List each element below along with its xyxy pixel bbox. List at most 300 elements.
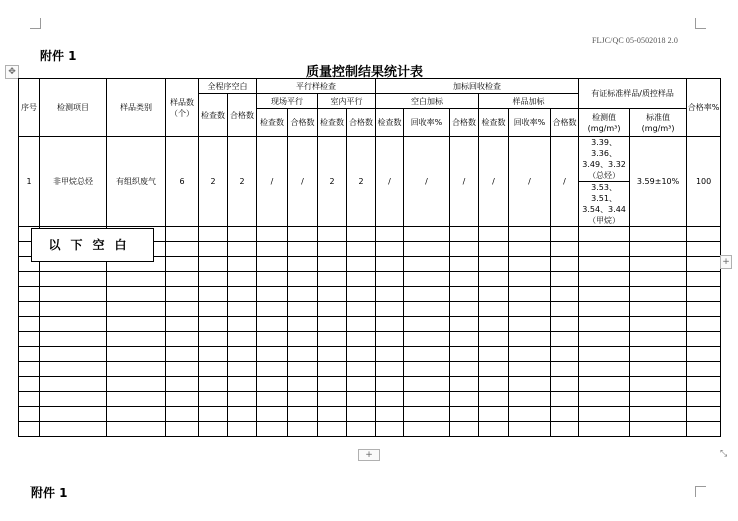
empty-cell (40, 347, 107, 362)
empty-cell (376, 347, 404, 362)
empty-cell (579, 407, 630, 422)
empty-table-row (19, 392, 721, 407)
empty-cell (630, 227, 687, 242)
empty-cell (199, 407, 228, 422)
empty-cell (509, 362, 551, 377)
empty-cell (630, 257, 687, 272)
empty-cell (347, 407, 376, 422)
empty-cell (347, 257, 376, 272)
empty-table-row (19, 287, 721, 302)
empty-cell (579, 302, 630, 317)
empty-cell (479, 392, 509, 407)
empty-cell (257, 347, 288, 362)
empty-cell (199, 287, 228, 302)
empty-cell (404, 422, 450, 437)
empty-cell (228, 317, 257, 332)
cell-field-pass: / (288, 137, 318, 227)
empty-cell (404, 407, 450, 422)
empty-cell (630, 287, 687, 302)
empty-cell (228, 302, 257, 317)
empty-cell (347, 422, 376, 437)
header-pass-rate: 合格率% (687, 79, 721, 137)
empty-cell (166, 347, 199, 362)
cell-ss-recovery: / (509, 137, 551, 227)
cell-bs-check: / (376, 137, 404, 227)
empty-cell (166, 272, 199, 287)
table-move-handle-icon[interactable]: ✥ (5, 65, 19, 79)
empty-cell (107, 377, 166, 392)
empty-cell (450, 392, 479, 407)
empty-cell (479, 302, 509, 317)
empty-cell (19, 287, 40, 302)
empty-cell (687, 227, 721, 242)
empty-cell (509, 347, 551, 362)
empty-cell (509, 272, 551, 287)
empty-cell (479, 332, 509, 347)
cell-seq: 1 (19, 137, 40, 227)
empty-cell (228, 392, 257, 407)
empty-cell (404, 272, 450, 287)
empty-cell (166, 362, 199, 377)
cell-ss-pass: / (551, 137, 579, 227)
empty-cell (579, 347, 630, 362)
empty-cell (630, 332, 687, 347)
header-ss-pass: 合格数 (551, 109, 579, 137)
empty-cell (257, 302, 288, 317)
empty-cell (288, 347, 318, 362)
annex-label-bottom: 附件 1 (31, 486, 68, 500)
empty-cell (318, 272, 347, 287)
empty-cell (228, 257, 257, 272)
empty-cell (318, 317, 347, 332)
empty-cell (40, 302, 107, 317)
empty-cell (257, 287, 288, 302)
empty-cell (347, 377, 376, 392)
empty-cell (347, 302, 376, 317)
empty-cell (228, 407, 257, 422)
header-sample-type: 样品类别 (107, 79, 166, 137)
cell-measured-total-hydrocarbons: 3.39、3.36、3.49、3.32（总烃） (579, 137, 630, 182)
empty-cell (288, 272, 318, 287)
empty-cell (687, 272, 721, 287)
empty-cell (166, 317, 199, 332)
empty-cell (166, 332, 199, 347)
empty-cell (509, 227, 551, 242)
empty-table-row (19, 407, 721, 422)
empty-cell (630, 272, 687, 287)
empty-cell (630, 302, 687, 317)
page-corner-mark (695, 18, 706, 29)
empty-cell (257, 407, 288, 422)
empty-cell (257, 317, 288, 332)
empty-cell (579, 242, 630, 257)
empty-cell (199, 272, 228, 287)
empty-table-row (19, 377, 721, 392)
empty-cell (479, 407, 509, 422)
empty-cell (228, 332, 257, 347)
empty-table-row (19, 347, 721, 362)
header-sample-spike: 样品加标 (479, 94, 579, 109)
header-sample-count: 样品数（个） (166, 79, 199, 137)
empty-cell (509, 332, 551, 347)
cell-blank-check: 2 (199, 137, 228, 227)
empty-cell (630, 377, 687, 392)
empty-cell (551, 257, 579, 272)
empty-cell (551, 272, 579, 287)
empty-table-row (19, 332, 721, 347)
empty-cell (347, 347, 376, 362)
empty-cell (404, 287, 450, 302)
empty-cell (376, 242, 404, 257)
empty-cell (579, 317, 630, 332)
empty-cell (257, 332, 288, 347)
header-field-parallel: 现场平行 (257, 94, 318, 109)
empty-cell (199, 362, 228, 377)
table-title: 质量控制结果统计表 (306, 65, 424, 80)
empty-cell (288, 392, 318, 407)
empty-cell (40, 362, 107, 377)
empty-cell (257, 272, 288, 287)
empty-cell (257, 392, 288, 407)
table-row (19, 137, 721, 182)
empty-table-row (19, 362, 721, 377)
empty-cell (107, 287, 166, 302)
empty-cell (450, 302, 479, 317)
empty-cell (107, 332, 166, 347)
empty-cell (288, 422, 318, 437)
empty-cell (450, 347, 479, 362)
cell-pass-rate: 100 (687, 137, 721, 227)
page-corner-mark (695, 486, 706, 497)
empty-table-row (19, 317, 721, 332)
empty-cell (288, 332, 318, 347)
blank-below-note: 以下空白 (31, 228, 154, 262)
empty-cell (376, 362, 404, 377)
header-lab-parallel: 室内平行 (318, 94, 376, 109)
empty-cell (257, 362, 288, 377)
empty-cell (404, 377, 450, 392)
empty-cell (257, 422, 288, 437)
empty-cell (579, 227, 630, 242)
empty-cell (376, 407, 404, 422)
empty-cell (551, 407, 579, 422)
empty-cell (551, 317, 579, 332)
empty-cell (318, 242, 347, 257)
empty-cell (450, 227, 479, 242)
cell-bs-recovery: / (404, 137, 450, 227)
empty-cell (376, 392, 404, 407)
empty-cell (40, 377, 107, 392)
empty-cell (687, 302, 721, 317)
empty-cell (450, 362, 479, 377)
empty-cell (630, 392, 687, 407)
empty-cell (347, 392, 376, 407)
empty-cell (687, 347, 721, 362)
empty-cell (347, 362, 376, 377)
empty-cell (687, 242, 721, 257)
empty-cell (404, 317, 450, 332)
empty-cell (19, 302, 40, 317)
empty-cell (288, 242, 318, 257)
empty-cell (450, 257, 479, 272)
empty-cell (228, 362, 257, 377)
empty-cell (288, 287, 318, 302)
empty-cell (509, 242, 551, 257)
empty-cell (687, 392, 721, 407)
table-resize-icon[interactable]: ⤡ (720, 449, 728, 459)
empty-cell (579, 362, 630, 377)
empty-cell (551, 392, 579, 407)
empty-cell (288, 317, 318, 332)
empty-cell (166, 257, 199, 272)
empty-cell (509, 317, 551, 332)
empty-cell (376, 287, 404, 302)
empty-cell (630, 422, 687, 437)
header-bs-pass: 合格数 (450, 109, 479, 137)
empty-cell (450, 272, 479, 287)
empty-cell (228, 377, 257, 392)
empty-cell (479, 422, 509, 437)
header-item: 检测项目 (40, 79, 107, 137)
empty-cell (318, 227, 347, 242)
empty-cell (288, 302, 318, 317)
empty-cell (551, 377, 579, 392)
empty-cell (579, 272, 630, 287)
empty-cell (630, 362, 687, 377)
empty-cell (404, 392, 450, 407)
empty-cell (107, 362, 166, 377)
empty-cell (166, 227, 199, 242)
empty-cell (107, 317, 166, 332)
empty-cell (257, 257, 288, 272)
empty-cell (199, 317, 228, 332)
empty-cell (199, 422, 228, 437)
empty-cell (450, 422, 479, 437)
header-field-pass: 合格数 (288, 109, 318, 137)
empty-cell (579, 377, 630, 392)
empty-cell (19, 272, 40, 287)
empty-cell (288, 377, 318, 392)
add-column-icon[interactable]: + (720, 255, 732, 269)
cell-bs-pass: / (450, 137, 479, 227)
empty-table-row (19, 302, 721, 317)
empty-cell (199, 227, 228, 242)
empty-cell (376, 272, 404, 287)
empty-cell (318, 347, 347, 362)
empty-cell (479, 257, 509, 272)
empty-cell (228, 347, 257, 362)
empty-cell (318, 302, 347, 317)
empty-cell (166, 377, 199, 392)
header-blank-spike: 空白加标 (376, 94, 479, 109)
header-full-blank: 全程序空白 (199, 79, 257, 94)
empty-cell (288, 227, 318, 242)
header-blank-pass: 合格数 (228, 94, 257, 137)
empty-cell (687, 377, 721, 392)
empty-cell (404, 302, 450, 317)
cell-ss-check: / (479, 137, 509, 227)
empty-cell (479, 227, 509, 242)
empty-cell (551, 287, 579, 302)
empty-cell (166, 392, 199, 407)
empty-cell (19, 332, 40, 347)
empty-cell (228, 227, 257, 242)
empty-cell (450, 242, 479, 257)
empty-cell (687, 317, 721, 332)
empty-cell (347, 227, 376, 242)
empty-cell (404, 362, 450, 377)
empty-cell (40, 317, 107, 332)
empty-cell (376, 317, 404, 332)
header-measured: 检测值(mg/m³) (579, 109, 630, 137)
page-corner-mark (30, 18, 41, 29)
empty-cell (376, 227, 404, 242)
empty-cell (19, 392, 40, 407)
empty-cell (551, 302, 579, 317)
header-blank-check: 检查数 (199, 94, 228, 137)
empty-cell (318, 407, 347, 422)
empty-cell (318, 377, 347, 392)
empty-cell (166, 287, 199, 302)
empty-cell (479, 347, 509, 362)
cell-field-check: / (257, 137, 288, 227)
header-bs-recovery: 回收率% (404, 109, 450, 137)
empty-cell (509, 407, 551, 422)
empty-cell (40, 407, 107, 422)
empty-cell (40, 287, 107, 302)
empty-cell (687, 407, 721, 422)
empty-cell (199, 377, 228, 392)
empty-cell (687, 332, 721, 347)
empty-cell (19, 407, 40, 422)
empty-cell (404, 257, 450, 272)
empty-cell (347, 272, 376, 287)
empty-cell (551, 242, 579, 257)
empty-table-row (19, 422, 721, 437)
empty-cell (199, 347, 228, 362)
empty-cell (166, 422, 199, 437)
empty-cell (450, 407, 479, 422)
empty-cell (318, 392, 347, 407)
empty-table-row (19, 272, 721, 287)
empty-cell (228, 242, 257, 257)
empty-cell (257, 242, 288, 257)
empty-cell (687, 257, 721, 272)
empty-cell (199, 302, 228, 317)
empty-cell (107, 302, 166, 317)
empty-cell (376, 377, 404, 392)
empty-cell (347, 332, 376, 347)
header-lab-pass: 合格数 (347, 109, 376, 137)
header-cert: 有证标准样品/质控样品 (579, 79, 687, 109)
empty-cell (19, 347, 40, 362)
add-row-icon[interactable]: + (358, 449, 380, 461)
cell-sample-type: 有组织废气 (107, 137, 166, 227)
empty-cell (630, 317, 687, 332)
empty-cell (404, 242, 450, 257)
empty-cell (630, 347, 687, 362)
empty-cell (509, 422, 551, 437)
header-spike: 加标回收检查 (376, 79, 579, 94)
empty-cell (509, 257, 551, 272)
empty-cell (199, 257, 228, 272)
cell-lab-pass: 2 (347, 137, 376, 227)
empty-cell (19, 317, 40, 332)
empty-cell (376, 332, 404, 347)
empty-cell (318, 257, 347, 272)
empty-cell (318, 332, 347, 347)
empty-cell (579, 392, 630, 407)
empty-cell (288, 407, 318, 422)
empty-cell (376, 422, 404, 437)
empty-cell (347, 287, 376, 302)
empty-cell (40, 422, 107, 437)
empty-cell (509, 302, 551, 317)
cell-sample-count: 6 (166, 137, 199, 227)
empty-cell (376, 302, 404, 317)
cell-blank-pass: 2 (228, 137, 257, 227)
empty-cell (404, 347, 450, 362)
empty-cell (579, 257, 630, 272)
empty-cell (19, 422, 40, 437)
cell-standard: 3.59±10% (630, 137, 687, 227)
cell-item: 非甲烷总烃 (40, 137, 107, 227)
empty-cell (450, 317, 479, 332)
empty-cell (404, 227, 450, 242)
empty-cell (107, 392, 166, 407)
annex-label: 附件 1 (40, 49, 77, 63)
empty-cell (257, 377, 288, 392)
empty-cell (199, 242, 228, 257)
empty-cell (318, 362, 347, 377)
empty-cell (479, 377, 509, 392)
header-ss-recovery: 回收率% (509, 109, 551, 137)
document-code: FLJC/QC 05-0502018 2.0 (592, 36, 678, 45)
empty-cell (318, 287, 347, 302)
empty-cell (318, 422, 347, 437)
empty-cell (107, 347, 166, 362)
header-standard: 标准值(mg/m³) (630, 109, 687, 137)
empty-cell (347, 317, 376, 332)
empty-cell (630, 242, 687, 257)
cell-lab-check: 2 (318, 137, 347, 227)
header-lab-check: 检查数 (318, 109, 347, 137)
empty-cell (579, 332, 630, 347)
empty-cell (509, 392, 551, 407)
empty-cell (450, 287, 479, 302)
empty-cell (228, 422, 257, 437)
empty-cell (199, 392, 228, 407)
empty-cell (199, 332, 228, 347)
empty-cell (479, 317, 509, 332)
empty-cell (551, 347, 579, 362)
empty-cell (228, 272, 257, 287)
empty-cell (40, 392, 107, 407)
empty-cell (450, 377, 479, 392)
empty-cell (376, 257, 404, 272)
empty-cell (551, 422, 579, 437)
cell-measured-methane: 3.53、3.51、3.54、3.44（甲烷） (579, 182, 630, 227)
empty-cell (40, 272, 107, 287)
empty-cell (257, 227, 288, 242)
empty-cell (288, 362, 318, 377)
header-field-check: 检查数 (257, 109, 288, 137)
empty-cell (687, 362, 721, 377)
empty-cell (19, 362, 40, 377)
empty-cell (630, 407, 687, 422)
empty-cell (551, 362, 579, 377)
header-seq: 序号 (19, 79, 40, 137)
